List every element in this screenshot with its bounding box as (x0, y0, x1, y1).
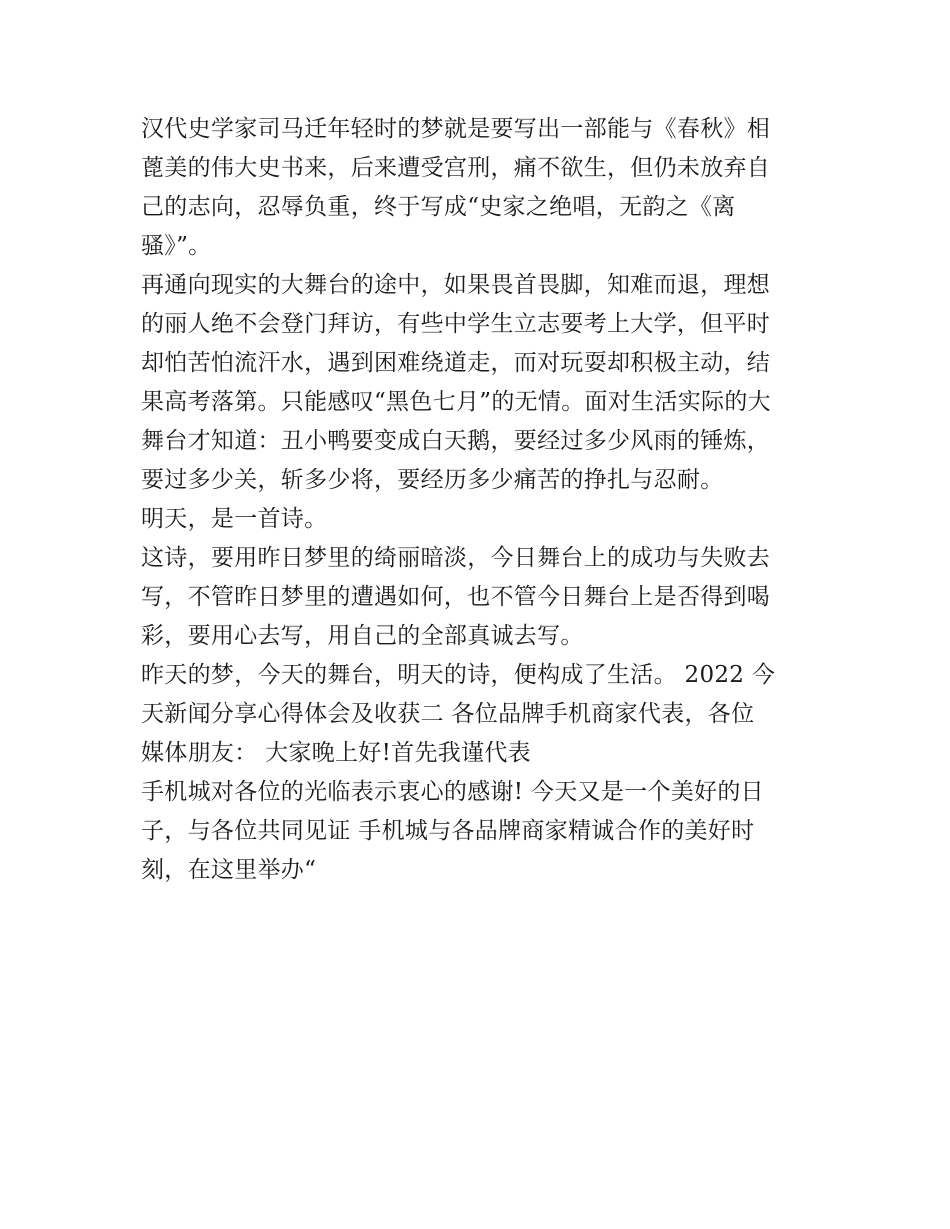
text-line: 骚》”。 (141, 233, 212, 259)
text-line: 己的志向，忍辱负重，终于写成“史家之绝唱，无韵之《离 (141, 194, 736, 220)
text-line: 媒体朋友： 大家晚上好!首先我谨代表 (141, 740, 531, 766)
text-line: 却怕苦怕流汗水，遇到困难绕道走，而对玩耍却积极主动，结 (141, 350, 771, 376)
text-line: 昨天的梦，今天的舞台，明天的诗，便构成了生活。 2022 今 (141, 662, 776, 688)
text-line: 舞台才知道：丑小鸭要变成白天鹅，要经过多少风雨的锤炼， (141, 428, 771, 454)
text-line: 这诗，要用昨日梦里的绮丽暗淡，今日舞台上的成功与失败去 (141, 545, 771, 571)
text-line: 手机城对各位的光临表示衷心的感谢! 今天又是一个美好的日 (141, 779, 764, 805)
text-line: 汉代史学家司马迁年轻时的梦就是要写出一部能与《春秋》相 (141, 116, 771, 142)
text-line: 蓖美的伟大史书来，后来遭受宫刑，痛不欲生，但仍未放弃自 (141, 155, 771, 181)
text-line: 再通向现实的大舞台的途中，如果畏首畏脚，知难而退，理想 (141, 272, 771, 298)
text-line: 要过多少关，斩多少将，要经历多少痛苦的挣扎与忍耐。 (141, 467, 724, 493)
text-line: 刻，在这里举办“ (141, 857, 317, 883)
text-line: 彩，要用心去写，用自己的全部真诚去写。 (141, 623, 584, 649)
text-line: 写，不管昨日梦里的遭遇如何，也不管今日舞台上是否得到喝 (141, 584, 771, 610)
text-line: 的丽人绝不会登门拜访，有些中学生立志要考上大学，但平时 (141, 311, 771, 337)
text-line: 天新闻分享心得体会及收获二 各位品牌手机商家代表，各位 (141, 701, 755, 727)
document-body (141, 110, 821, 890)
text-line: 子，与各位共同见证 手机城与各品牌商家精诚合作的美好时 (141, 818, 755, 844)
text-line: 果高考落第。只能感叹“黑色七月”的无情。面对生活实际的大 (141, 389, 771, 415)
text-line: 明天，是一首诗。 (141, 506, 328, 532)
